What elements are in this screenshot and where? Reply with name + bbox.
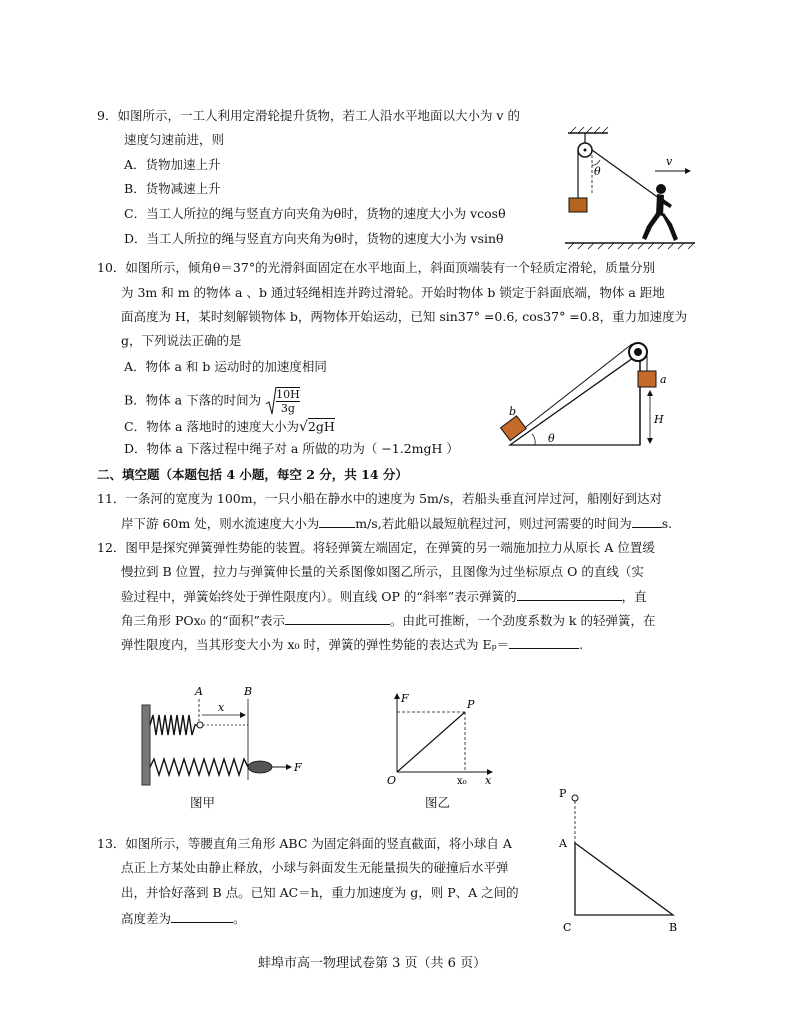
worker-icon bbox=[642, 184, 678, 241]
fig-b-label-x: x bbox=[485, 774, 492, 787]
q12-line4-part-b: 。由此可推断，一个劲度系数为 k 的轻弹簧，在 bbox=[389, 613, 656, 628]
q10-stem-line2: 为 3m 和 m 的物体 a 、b 通过轻绳相连并跨过滑轮。开始时物体 b 锁定于斜面底端，物体 a 距地 bbox=[121, 285, 665, 300]
q12-line5-part-b: . bbox=[579, 637, 584, 652]
q10-label-a: a bbox=[660, 373, 667, 386]
q13-line2: 点正上方某处由静止释放，小球与斜面发生无能量损失的碰撞后水平弹 bbox=[121, 860, 509, 875]
q10-stem-line4: g，下列说法正确的是 bbox=[121, 333, 242, 348]
cargo-box-icon bbox=[569, 198, 587, 212]
fig-b-label-F: F bbox=[401, 692, 409, 705]
q11-blank-2[interactable] bbox=[632, 515, 662, 528]
q11-line2-part-a: 岸下游 60m 处，则水流速度大小为 bbox=[121, 516, 320, 531]
q10-option-c-text: C．物体 a 落地时的速度大小为 bbox=[124, 419, 299, 434]
q10-figure bbox=[495, 335, 680, 450]
q9-option-d: D．当工人所拉的绳与竖直方向夹角为θ时，货物的速度大小为 vsinθ bbox=[124, 231, 504, 246]
q10-option-d: D．物体 a 下落过程中绳子对 a 所做的功为（ −1.2mgH ） bbox=[124, 441, 459, 456]
q10-option-a: A．物体 a 和 b 运动时的加速度相同 bbox=[124, 359, 327, 374]
q12-figure-b bbox=[385, 690, 500, 785]
q13-blank-1[interactable] bbox=[171, 910, 233, 923]
fig-b-caption: 图乙 bbox=[425, 795, 451, 810]
q12-line1: 12．图甲是探究弹簧弹性势能的装置。将轻弹簧左端固定，在弹簧的另一端施加拉力从原长 A 位置缓 bbox=[97, 540, 655, 555]
q10-option-b-sqrt bbox=[265, 386, 300, 416]
q12-line4 bbox=[121, 612, 655, 629]
fig-b-label-O: O bbox=[387, 774, 397, 787]
q12-blank-2[interactable] bbox=[285, 612, 390, 625]
q10-stem-line1: 10．如图所示，倾角θ＝37°的光滑斜面固定在水平地面上，斜面顶端装有一个轻质定滑轮，质量分别 bbox=[97, 260, 656, 275]
q12-blank-1[interactable] bbox=[517, 588, 622, 601]
q9-stem-line1: 9．如图所示，一工人利用定滑轮提升货物，若工人沿水平地面以大小为 v 的 bbox=[97, 108, 520, 123]
fig-a-label-B: B bbox=[244, 685, 253, 698]
q9-figure bbox=[560, 123, 700, 253]
q12-line4-part-a: 角三角形 POx₀ 的“面积”表示 bbox=[121, 613, 285, 628]
q11-line1: 11．一条河的宽度为 100m，一只小船在静水中的速度为 5m/s，若船头垂直河岸过河，船刚好到达对 bbox=[97, 491, 662, 506]
fig-a-label-A: A bbox=[195, 685, 203, 698]
q10-c-radicand: 2gH bbox=[307, 419, 335, 434]
q10-H-label: H bbox=[654, 413, 664, 426]
q13-line4 bbox=[121, 910, 246, 927]
ball-icon bbox=[572, 795, 578, 801]
q12-line3-part-b: ，直 bbox=[621, 589, 647, 604]
q10-option-b-text: B．物体 a 下落的时间为 bbox=[124, 392, 262, 408]
q11-line2-part-c: s. bbox=[661, 516, 673, 531]
q10-b-denominator: 3g bbox=[276, 401, 300, 415]
q9-v-label: v bbox=[666, 155, 673, 168]
section2-heading: 二、填空题（本题包括 4 小题，每空 2 分，共 14 分） bbox=[97, 467, 408, 482]
q11-blank-1[interactable] bbox=[319, 515, 355, 528]
spring-top-icon bbox=[150, 715, 198, 735]
hand-icon bbox=[248, 761, 272, 773]
q10-theta-label: θ bbox=[548, 432, 555, 445]
q12-line2: 慢拉到 B 位置，拉力与弹簧伸长量的关系图像如图乙所示，且图像为过坐标原点 O 的直线（实 bbox=[121, 564, 644, 579]
q13-label-A: A bbox=[559, 837, 567, 850]
fig-a-caption: 图甲 bbox=[190, 795, 216, 810]
q10-option-b bbox=[124, 386, 300, 416]
q13-label-C: C bbox=[563, 921, 572, 934]
page-footer: 蚌埠市高一物理试卷第 3 页（共 6 页） bbox=[258, 956, 487, 971]
q13-figure bbox=[555, 785, 685, 935]
spring-bottom-icon bbox=[150, 759, 248, 775]
q9-option-c: C．当工人所拉的绳与竖直方向夹角为θ时，货物的速度大小为 vcosθ bbox=[124, 206, 506, 221]
fig-a-label-x: x bbox=[218, 701, 225, 714]
q12-line5 bbox=[121, 636, 583, 653]
q9-option-a: A．货物加速上升 bbox=[124, 157, 221, 172]
q12-blank-3[interactable] bbox=[509, 636, 579, 649]
q11-line2-part-b: m/s,若此船以最短航程过河，则过河需要的时间为 bbox=[355, 516, 632, 531]
q10-option-c: C．物体 a 落地时的速度大小为√2gH bbox=[124, 419, 335, 435]
q13-line3: 出，并恰好落到 B 点。已知 AC＝h，重力加速度为 g，则 P、A 之间的 bbox=[121, 885, 519, 900]
fig-b-label-x0: x₀ bbox=[457, 776, 467, 787]
q12-line3-part-a: 验过程中，弹簧始终处于弹性限度内）。则直线 OP 的“斜率”表示弹簧的 bbox=[121, 589, 517, 604]
q9-stem-line2: 速度匀速前进，则 bbox=[124, 132, 225, 147]
q13-label-P: P bbox=[559, 787, 567, 800]
q13-line4-part-a: 高度差为 bbox=[121, 911, 172, 926]
q10-label-b: b bbox=[509, 405, 517, 418]
q12-line3 bbox=[121, 588, 647, 605]
fig-a-label-F: F bbox=[294, 761, 302, 774]
q13-line4-part-b: 。 bbox=[233, 911, 246, 926]
q13-label-B: B bbox=[669, 921, 678, 934]
block-a-icon bbox=[638, 371, 656, 387]
q9-option-b: B．货物减速上升 bbox=[124, 181, 221, 196]
q9-theta-label: θ bbox=[594, 165, 601, 178]
fig-b-label-P: P bbox=[467, 698, 475, 711]
q10-b-numerator: 10H bbox=[276, 388, 300, 401]
q11-line2 bbox=[121, 515, 672, 532]
q10-stem-line3: 面高度为 H，某时刻解锁物体 b，两物体开始运动，已知 sin37° =0.6, cos37° =0.8，重力加速度为 bbox=[121, 309, 688, 324]
q12-line5-part-a: 弹性限度内，当其形变大小为 x₀ 时，弹簧的弹性势能的表达式为 Eₚ＝ bbox=[121, 637, 510, 652]
q12-figure-a bbox=[140, 685, 320, 795]
q13-line1: 13．如图所示，等腰直角三角形 ABC 为固定斜面的竖直截面，将小球自 A bbox=[97, 836, 512, 851]
